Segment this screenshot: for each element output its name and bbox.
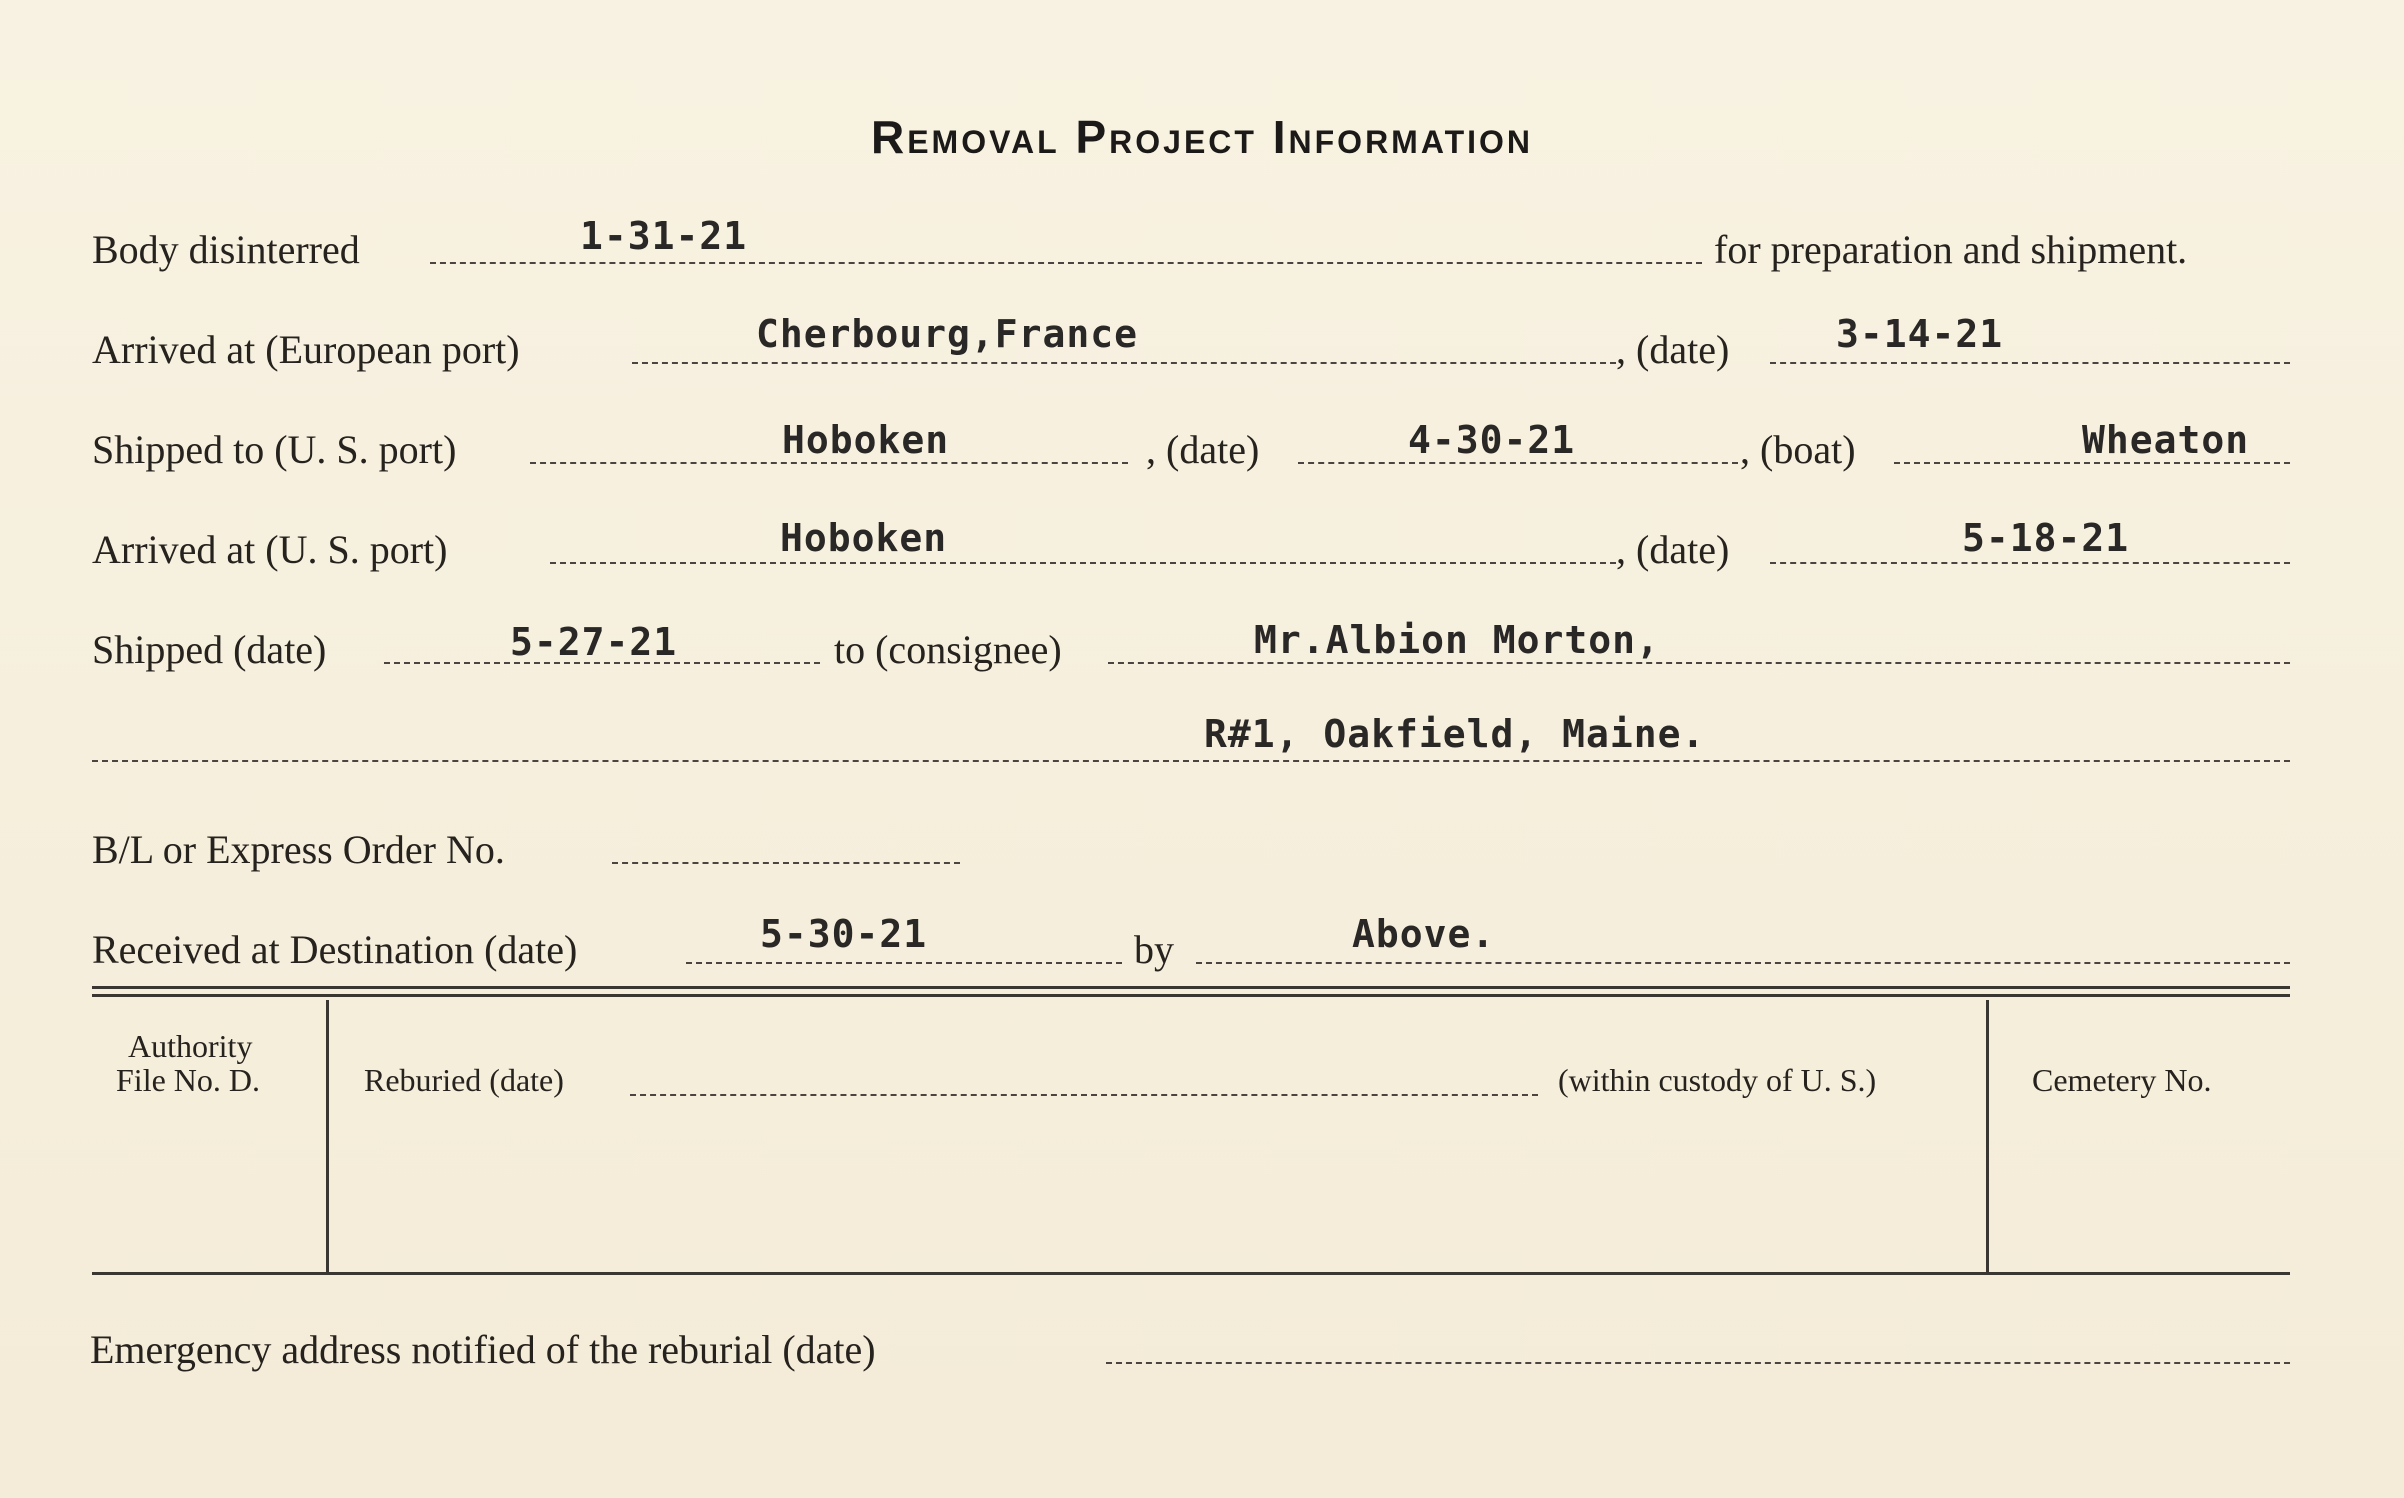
card-title: Removal Project Information [870, 111, 1534, 163]
shipped-us-boat-value[interactable]: Wheaton [2082, 418, 2250, 462]
bl-label: B/L or Express Order No. [92, 827, 505, 872]
arrived-us-date-line [1770, 562, 2290, 564]
body-disinterred-line [430, 262, 1702, 264]
european-date-label: , (date) [1616, 327, 1730, 372]
table-top-rule-2 [92, 994, 2290, 997]
arrived-us-label: Arrived at (U. S. port) [92, 527, 448, 572]
body-disinterred-label: Body disinterred [92, 227, 360, 272]
shipped-us-boat-label: , (boat) [1740, 427, 1856, 472]
authority-label-line1: Authority [128, 1028, 253, 1064]
shipped-us-line [530, 462, 1128, 464]
european-date-value[interactable]: 3-14-21 [1836, 312, 2004, 356]
emergency-line[interactable] [1106, 1362, 2290, 1364]
arrived-us-line [550, 562, 1616, 564]
european-port-value[interactable]: Cherbourg,France [756, 312, 1139, 356]
consignee-value[interactable]: Mr.Albion Morton, [1254, 618, 1660, 662]
received-date-value[interactable]: 5-30-21 [760, 912, 928, 956]
consignee-label: to (consignee) [834, 627, 1062, 672]
table-bottom-rule [92, 1272, 2290, 1275]
custody-label: (within custody of U. S.) [1558, 1062, 1877, 1098]
cemetery-label: Cemetery No. [2032, 1062, 2212, 1098]
table-divider-left [326, 1000, 329, 1272]
shipped-us-date-line [1298, 462, 1738, 464]
reburied-label: Reburied (date) [364, 1062, 564, 1098]
shipped-us-port-value[interactable]: Hoboken [782, 418, 950, 462]
arrived-us-port-value[interactable]: Hoboken [780, 516, 948, 560]
table-divider-right [1986, 1000, 1989, 1272]
table-top-rule [92, 986, 2290, 989]
consignee-address-value[interactable]: R#1, Oakfield, Maine. [1204, 712, 1706, 756]
authority-label-line2: File No. D. [116, 1062, 260, 1098]
european-port-line [632, 362, 1616, 364]
emergency-label: Emergency address notified of the reburial (date) [90, 1327, 876, 1372]
arrived-us-date-value[interactable]: 5-18-21 [1962, 516, 2130, 560]
shipped-us-label: Shipped to (U. S. port) [92, 427, 457, 472]
bl-line[interactable] [612, 862, 960, 864]
body-disinterred-value[interactable]: 1-31-21 [580, 214, 748, 258]
shipped-us-date-value[interactable]: 4-30-21 [1408, 418, 1576, 462]
received-by-value[interactable]: Above. [1352, 912, 1496, 956]
received-by-label: by [1134, 927, 1174, 972]
shipped-us-date-label: , (date) [1146, 427, 1260, 472]
received-date-line [686, 962, 1122, 964]
european-port-label: Arrived at (European port) [92, 327, 520, 372]
reburied-line[interactable] [630, 1094, 1538, 1096]
body-disinterred-suffix: for preparation and shipment. [1714, 227, 2188, 272]
shipped-date-value[interactable]: 5-27-21 [510, 620, 678, 664]
address-line [92, 760, 2290, 762]
consignee-line [1108, 662, 2290, 664]
shipped-us-boat-line [1894, 462, 2290, 464]
received-by-line [1196, 962, 2290, 964]
arrived-us-date-label: , (date) [1616, 527, 1730, 572]
shipped-date-label: Shipped (date) [92, 627, 327, 672]
european-date-line [1770, 362, 2290, 364]
received-label: Received at Destination (date) [92, 927, 578, 972]
